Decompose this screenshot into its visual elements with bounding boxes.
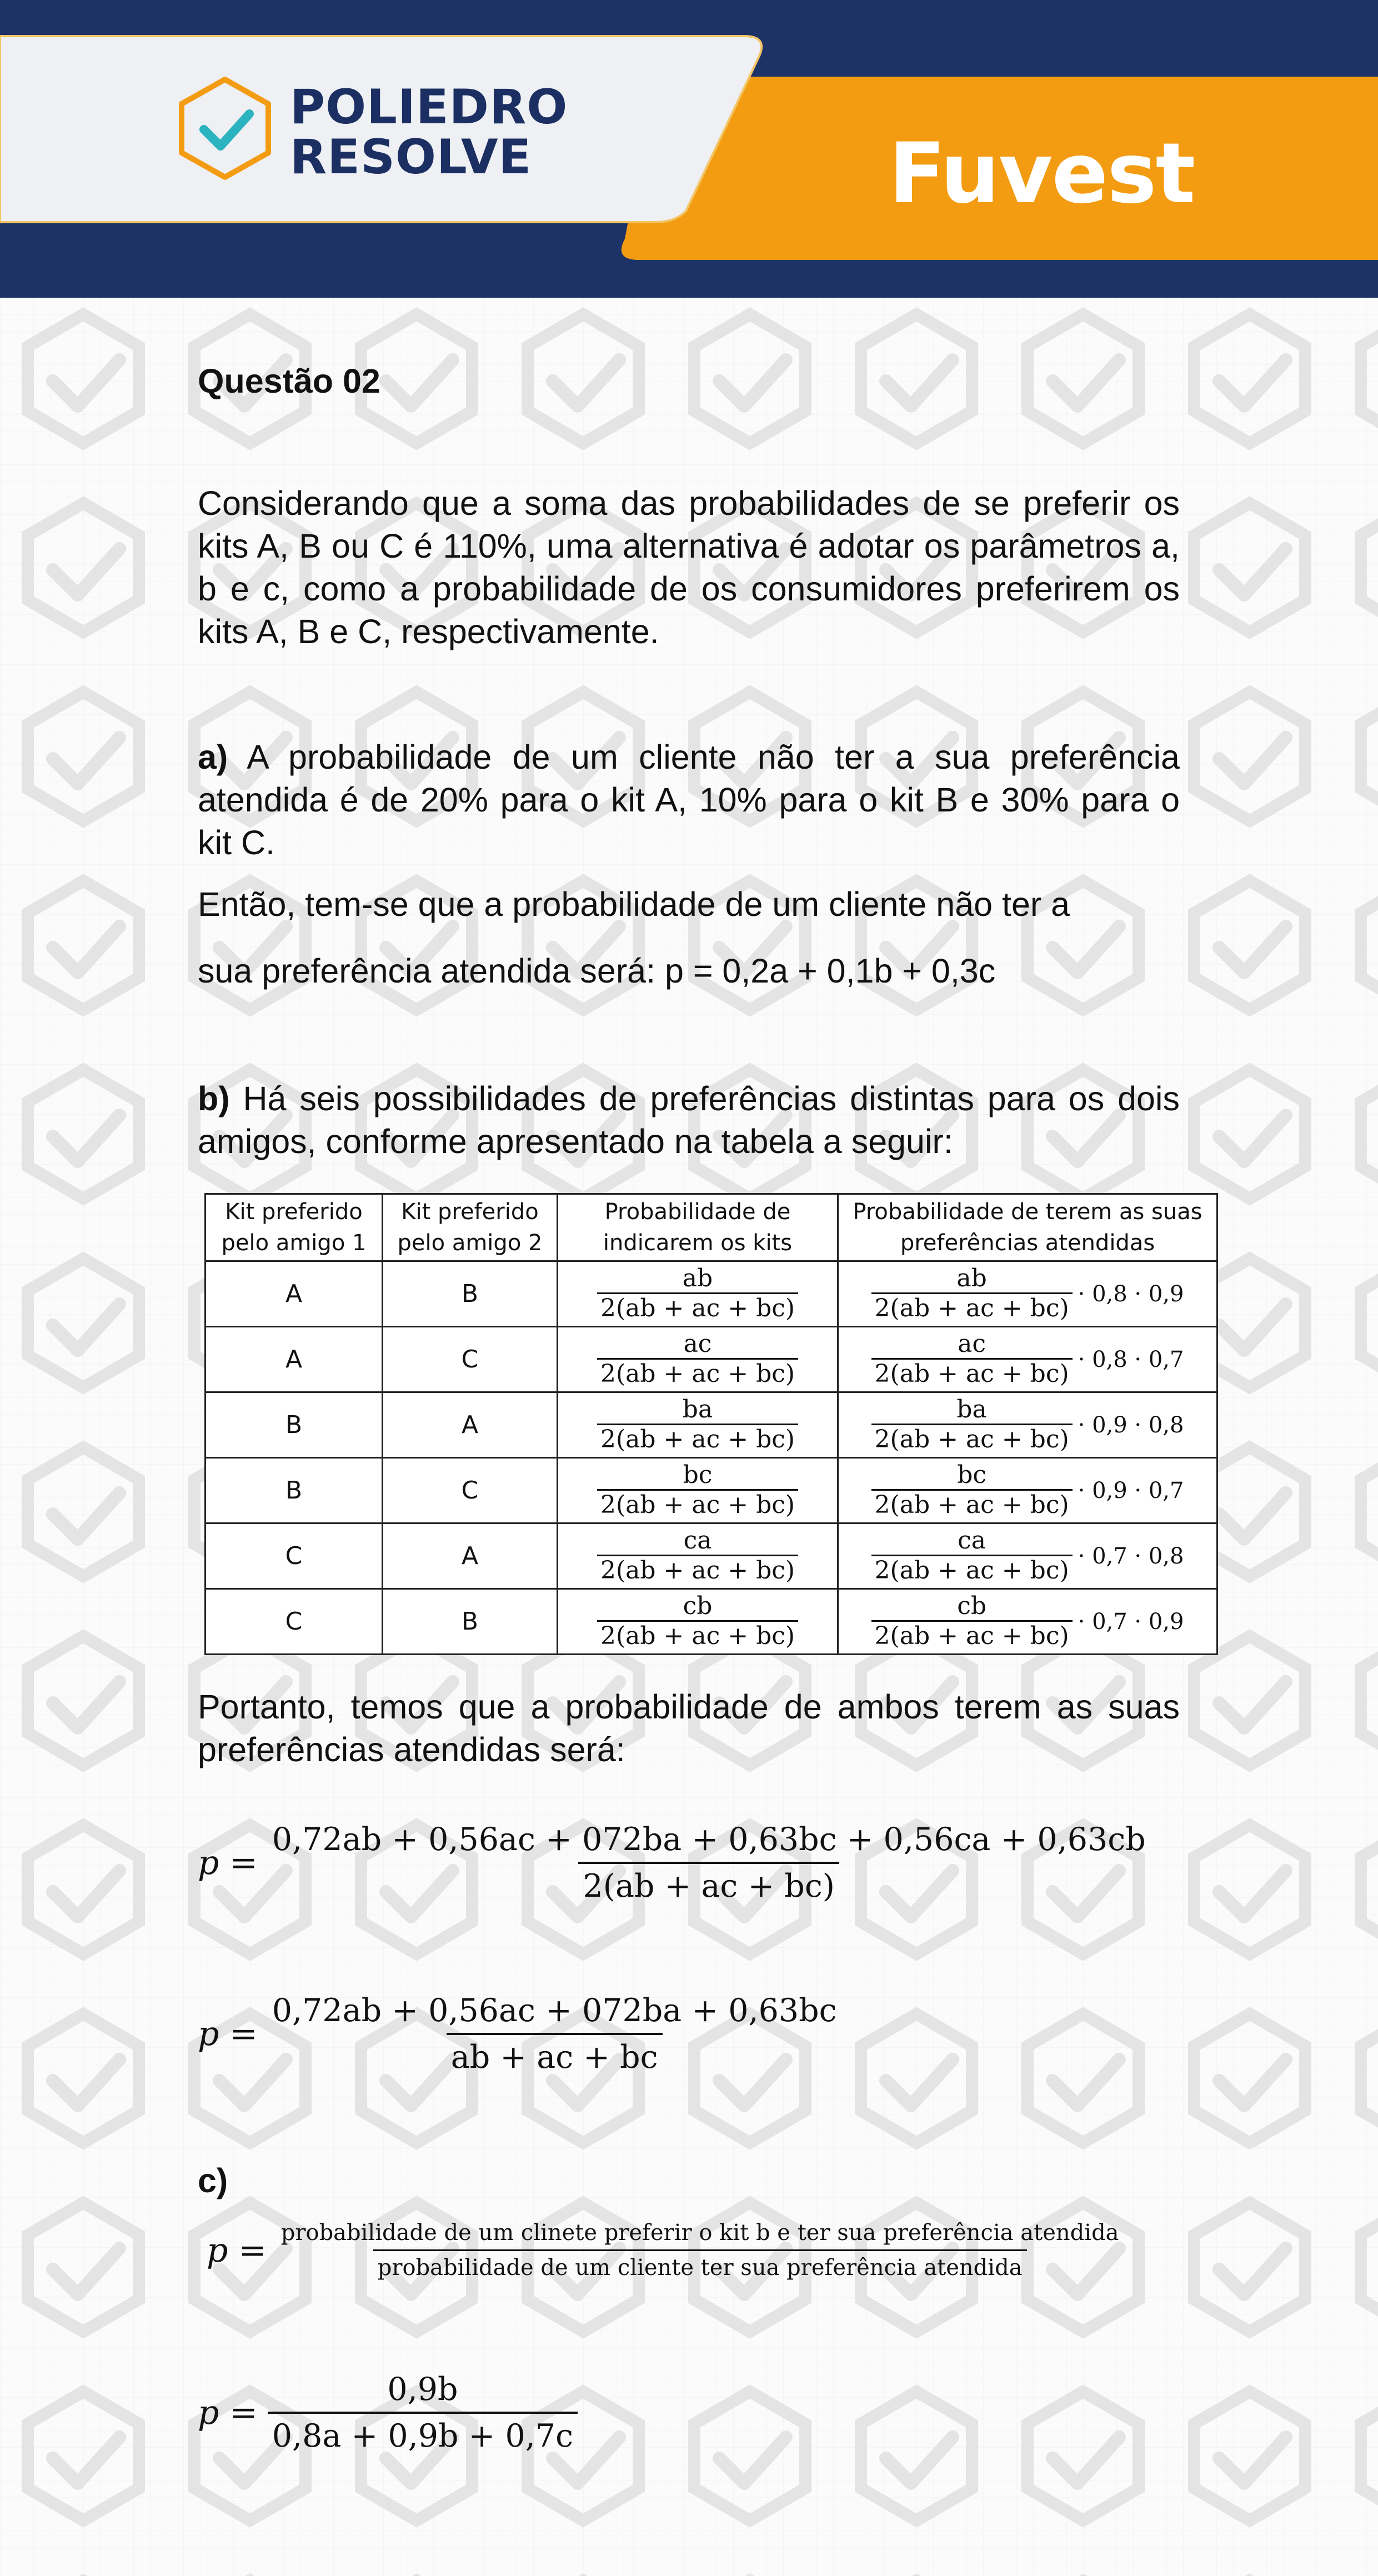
part-a-label: a): [198, 738, 228, 776]
attended-probability: [838, 1523, 1217, 1589]
fraction-numerator: ba: [956, 1395, 987, 1424]
part-b-paragraph: [198, 1077, 1180, 1163]
equation-numerator: probabilidade de um clinete preferir o kit b e ter sua preferência atendida: [280, 2220, 1119, 2246]
table-row: [206, 1392, 1217, 1458]
fraction-numerator: ab: [682, 1264, 713, 1292]
part-a-text: A probabilidade de um cliente não ter a sua preferência atendida é de 20% para o kit A, 10% para o kit B e 30% para o kit C.: [198, 738, 1180, 861]
fraction-denominator: 2(ab + ac + bc): [871, 1358, 1073, 1389]
multiplier: · 0,8 · 0,9: [1078, 1281, 1184, 1307]
fraction-numerator: ca: [958, 1526, 986, 1555]
fraction-numerator: ac: [958, 1330, 986, 1358]
part-a-line-2: Então, tem-se que a probabilidade de um cliente não ter a: [198, 885, 1070, 923]
question-title: Questão 02: [198, 362, 380, 400]
equation-b-1: [198, 1817, 1150, 1908]
kit-amigo-2: A: [383, 1523, 558, 1589]
fraction-numerator: bc: [683, 1461, 713, 1489]
kit-amigo-1: C: [206, 1523, 383, 1589]
equation-fraction: [268, 1817, 1150, 1908]
equation-lhs: p =: [207, 2231, 267, 2270]
probability-fraction: [558, 1589, 838, 1655]
fraction-numerator: ba: [682, 1395, 713, 1424]
table-header-cell: Kit preferido pelo amigo 2: [383, 1194, 558, 1261]
table-row: [206, 1261, 1217, 1327]
kit-amigo-1: B: [206, 1458, 383, 1523]
table-row: [206, 1523, 1217, 1589]
fraction-denominator: 2(ab + ac + bc): [597, 1292, 798, 1323]
attended-probability: [838, 1589, 1217, 1655]
kit-amigo-1: B: [206, 1392, 383, 1458]
table-header-row: [206, 1194, 1217, 1261]
part-a-line-3: sua preferência atendida será: p = 0,2a + 0,1b + 0,3c: [198, 952, 996, 990]
fraction-denominator: 2(ab + ac + bc): [871, 1489, 1073, 1520]
kit-amigo-2: B: [383, 1261, 558, 1327]
exam-name: Fuvest: [889, 126, 1195, 222]
logo-line-2: RESOLVE: [290, 129, 532, 185]
equation-lhs: p =: [198, 1843, 258, 1882]
attended-probability: [838, 1392, 1217, 1458]
probability-fraction: [558, 1261, 838, 1327]
kit-amigo-1: A: [206, 1261, 383, 1327]
part-b-label: b): [198, 1080, 230, 1117]
attended-probability: [838, 1327, 1217, 1392]
kit-amigo-2: C: [383, 1458, 558, 1523]
attended-probability: [838, 1261, 1217, 1327]
kit-amigo-2: A: [383, 1392, 558, 1458]
fraction-numerator: ab: [956, 1264, 987, 1292]
part-a-paragraph: [198, 736, 1180, 864]
part-c-label: c): [198, 2162, 228, 2199]
preferences-table: [204, 1193, 1218, 1655]
multiplier: · 0,9 · 0,7: [1078, 1477, 1184, 1503]
equation-numerator: 0,9b: [387, 2371, 458, 2408]
fraction-denominator: 2(ab + ac + bc): [597, 1424, 798, 1454]
attended-probability: [838, 1458, 1217, 1523]
equation-denominator: ab + ac + bc: [447, 2033, 663, 2079]
table-row: [206, 1589, 1217, 1655]
kit-amigo-2: B: [383, 1589, 558, 1655]
question-intro: Considerando que a soma das probabilidades de se preferir os kits A, B ou C é 110%, uma alternativa é adotar os parâmetros a, b e c, como a probabilidade de os consumidores preferirem os kits A, B e C, respectivamente.: [198, 484, 1180, 650]
table-header-cell: Kit preferido pelo amigo 1: [206, 1194, 383, 1261]
fraction-numerator: bc: [957, 1461, 986, 1489]
fraction-denominator: 2(ab + ac + bc): [871, 1555, 1073, 1585]
table-header-cell: Probabilidade de indicarem os kits: [558, 1194, 838, 1261]
part-b-conclusion: Portanto, temos que a probabilidade de ambos terem as suas preferências atendidas será:: [198, 1688, 1180, 1768]
equation-c-1: [207, 2216, 1124, 2284]
fraction-denominator: 2(ab + ac + bc): [597, 1358, 798, 1389]
equation-fraction: [268, 1988, 841, 2079]
fraction-numerator: ca: [683, 1526, 712, 1555]
fraction-numerator: cb: [683, 1592, 713, 1620]
probability-fraction: [558, 1327, 838, 1392]
equation-denominator: 2(ab + ac + bc): [578, 1862, 839, 1908]
kit-amigo-1: C: [206, 1589, 383, 1655]
equation-numerator: 0,72ab + 0,56ac + 072ba + 0,63bc: [272, 1992, 837, 2029]
kit-amigo-1: A: [206, 1327, 383, 1392]
equation-fraction: [268, 2367, 578, 2458]
equation-denominator: 0,8a + 0,9b + 0,7c: [268, 2412, 578, 2458]
part-b-text: Há seis possibilidades de preferências distintas para os dois amigos, conforme apresentado na tabela a seguir:: [198, 1080, 1180, 1160]
fraction-denominator: 2(ab + ac + bc): [597, 1620, 798, 1651]
table-header-cell: Probabilidade de terem as suas preferências atendidas: [838, 1194, 1217, 1261]
table-row: [206, 1458, 1217, 1523]
probability-fraction: [558, 1523, 838, 1589]
fraction-denominator: 2(ab + ac + bc): [871, 1620, 1073, 1651]
equation-lhs: p =: [198, 2393, 258, 2432]
fraction-numerator: cb: [957, 1592, 986, 1620]
kit-amigo-2: C: [383, 1327, 558, 1392]
equation-lhs: p =: [198, 2014, 258, 2053]
equation-c-2: [198, 2367, 578, 2458]
multiplier: · 0,7 · 0,8: [1078, 1543, 1184, 1569]
logo-line-1: POLIEDRO: [290, 79, 568, 135]
equation-numerator: 0,72ab + 0,56ac + 072ba + 0,63bc + 0,56ca + 0,63cb: [272, 1821, 1146, 1858]
fraction-denominator: 2(ab + ac + bc): [871, 1424, 1073, 1454]
probability-fraction: [558, 1392, 838, 1458]
fraction-numerator: ac: [683, 1330, 712, 1358]
fraction-denominator: 2(ab + ac + bc): [871, 1292, 1073, 1323]
equation-denominator: probabilidade de um cliente ter sua preferência atendida: [373, 2249, 1027, 2284]
probability-fraction: [558, 1458, 838, 1523]
equation-fraction: [277, 2216, 1124, 2284]
multiplier: · 0,9 · 0,8: [1078, 1412, 1184, 1438]
multiplier: · 0,7 · 0,9: [1078, 1608, 1184, 1635]
multiplier: · 0,8 · 0,7: [1078, 1346, 1184, 1372]
fraction-denominator: 2(ab + ac + bc): [597, 1489, 798, 1520]
fraction-denominator: 2(ab + ac + bc): [597, 1555, 798, 1585]
table-row: [206, 1327, 1217, 1392]
equation-b-2: [198, 1988, 841, 2079]
